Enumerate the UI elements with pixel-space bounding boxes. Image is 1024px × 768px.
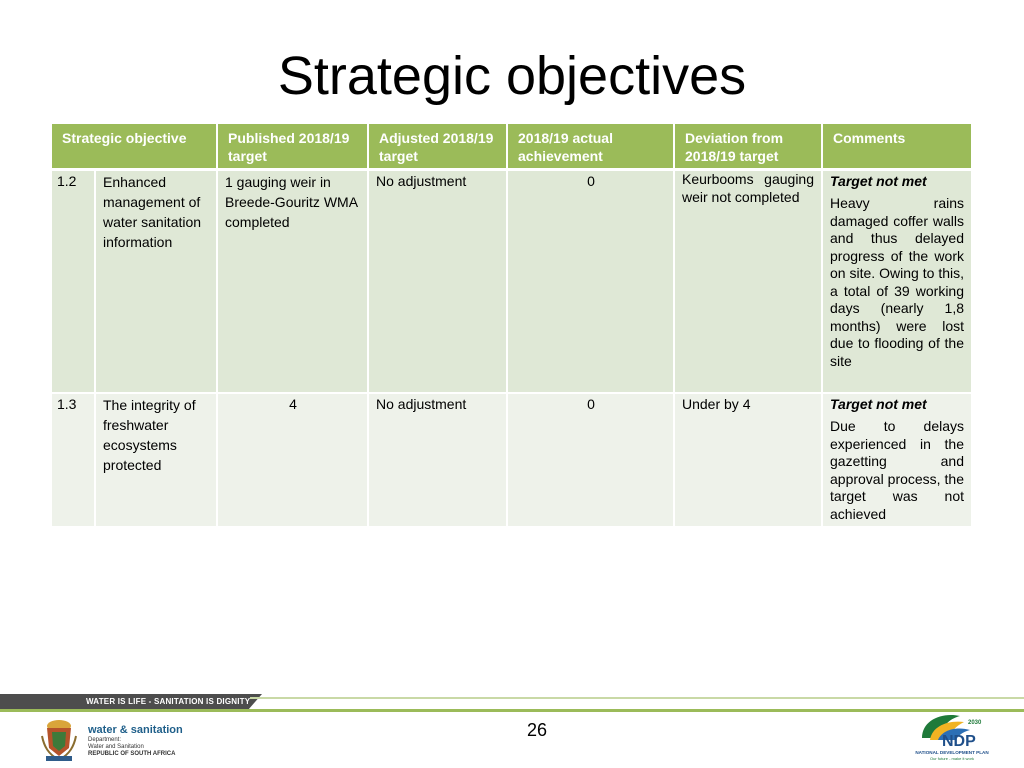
comment-body: Due to delays experienced in the gazetting and approval process, the target was not achieved — [830, 418, 964, 522]
page-number: 26 — [526, 720, 548, 740]
department-line-2: Water and Sanitation — [88, 744, 144, 750]
comment-body: Heavy rains damaged coffer walls and thus delayed progress of the work on site. Owing to this, a total of 39 working days (nearly 1,8 months) were lost due to flooding of the site — [830, 195, 964, 369]
comment-cell — [822, 170, 972, 394]
actual-achievement-cell: 0 — [507, 393, 674, 527]
ndp-logo-icon — [912, 710, 992, 764]
objective-cell: The integrity of freshwater ecosystems protected — [95, 393, 217, 527]
objective-cell: Enhanced management of water sanitation information — [95, 170, 217, 394]
adjusted-target-cell: No adjustment — [368, 393, 507, 527]
ndp-logo-text: NDP — [942, 733, 976, 750]
actual-achievement-cell: 0 — [507, 170, 674, 394]
department-line-1: Department: — [88, 737, 122, 743]
objectives-table — [52, 124, 973, 528]
header-strategic-objective: Strategic objective — [52, 124, 217, 170]
header-actual-achievement: 2018/19 actual achievement — [507, 124, 674, 170]
header-comments: Comments — [822, 124, 972, 170]
comment-cell — [822, 393, 972, 527]
header-published-target: Published 2018/19 target — [217, 124, 368, 170]
department-title: water & sanitation — [88, 724, 183, 736]
footer-slogan: WATER IS LIFE - SANITATION IS DIGNITY — [86, 697, 251, 706]
slide-title: Strategic objectives — [277, 46, 747, 106]
comment-heading: Target not met — [830, 396, 927, 412]
published-target-cell: 1 gauging weir in Breede-Gouritz WMA completed — [217, 170, 368, 394]
deviation-cell: Keurbooms gauging weir not completed — [674, 170, 822, 394]
table-header-row — [52, 124, 972, 170]
footer-band — [0, 694, 1024, 714]
header-deviation: Deviation from 2018/19 target — [674, 124, 822, 170]
header-adjusted-target: Adjusted 2018/19 target — [368, 124, 507, 170]
table-row — [52, 170, 972, 394]
comment-heading: Target not met — [830, 173, 927, 189]
adjusted-target-cell: No adjustment — [368, 170, 507, 394]
ndp-label: NATIONAL DEVELOPMENT PLAN — [915, 750, 989, 755]
ndp-year: 2030 — [968, 720, 982, 726]
row-number: 1.3 — [52, 393, 95, 527]
row-number: 1.2 — [52, 170, 95, 394]
table-row — [52, 393, 972, 527]
ndp-tagline: Our future - make it work — [929, 756, 975, 761]
published-target-cell: 4 — [217, 393, 368, 527]
department-line-3: REPUBLIC OF SOUTH AFRICA — [88, 751, 176, 757]
deviation-cell: Under by 4 — [674, 393, 822, 527]
